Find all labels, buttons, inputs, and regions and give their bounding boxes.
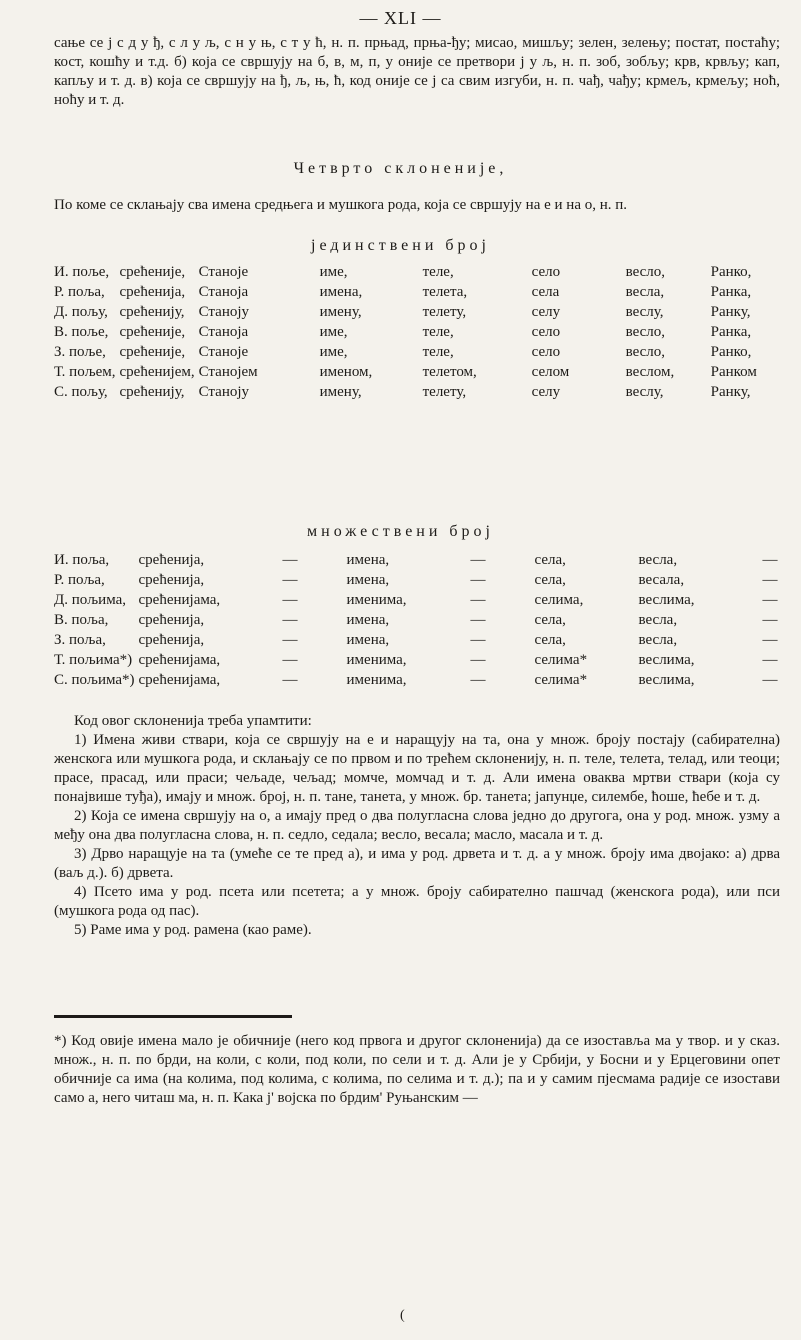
table-cell: срећенија,	[138, 632, 205, 648]
table-row	[54, 262, 795, 282]
plural-declension-table	[54, 550, 782, 690]
table-cell: С. пољима*)	[54, 672, 135, 688]
table-cell: Т. пољем,	[54, 364, 116, 380]
page-number: — XLI —	[359, 8, 442, 28]
table-cell: —	[762, 672, 778, 688]
table-cell: именима,	[346, 672, 407, 688]
table-cell: срећенијем,	[119, 364, 195, 380]
table-cell: именом,	[319, 364, 373, 380]
table-cell: —	[470, 552, 486, 568]
table-cell: —	[282, 632, 298, 648]
table-cell: весла,	[625, 284, 665, 300]
table-cell: —	[470, 672, 486, 688]
table-cell: села,	[534, 572, 566, 588]
note-1: 1) Имена живи ствари, која се свршују на е и наращују на та, она у множ. броју постају (сабирателна) женскога или мушкога рода, и склањају се по првом и по трећем склоненију, н. п. теле, телета, телад, или теоци; прасе, прасад, или праси; чељаде, чељад; момче, момчад и т. д. Али имена оваква мртви ствари (која су понајвише туђа), имају и множ. број, н. п. тане, танета, у множ. бр. танета; јапунџе, силембе, ћоше, ћебе и т. д.	[54, 732, 780, 805]
section-heading: Четврто склоненије,	[293, 160, 508, 177]
table-row	[54, 630, 782, 650]
table-cell: —	[470, 572, 486, 588]
table-cell: имена,	[346, 572, 390, 588]
note-2: 2) Која се имена свршују на о, а имају пред о два полугласна слова једно до другога, она у род. множ. узму а међу она два полугласна слова, н. п. седло, седала; весло, весала; масло, масала и т. д.	[54, 808, 780, 843]
table-cell: Ранку,	[710, 384, 751, 400]
table-cell: селом	[531, 364, 570, 380]
table-cell: —	[470, 612, 486, 628]
table-cell: веслом,	[625, 364, 675, 380]
table-cell: селу	[531, 304, 561, 320]
table-cell: селу	[531, 384, 561, 400]
section-description: По коме се склањају сва имена средњега и мушкога рода, која се свршују на е и на о, н. п.	[54, 197, 628, 213]
table-row	[54, 570, 782, 590]
table-cell: село	[531, 324, 561, 340]
footnote-divider	[54, 1015, 292, 1018]
table-cell: срећенија,	[138, 612, 205, 628]
singular-declension-table	[54, 262, 795, 402]
table-cell: веслу,	[625, 304, 664, 320]
table-cell: Станоју	[198, 304, 250, 320]
table-cell: —	[470, 592, 486, 608]
table-cell: Станоје	[198, 344, 249, 360]
table-cell: Р. поља,	[54, 572, 105, 588]
table-cell: Ранко,	[710, 264, 752, 280]
table-cell: телету,	[422, 304, 467, 320]
table-cell: —	[282, 572, 298, 588]
table-cell: телета,	[422, 284, 468, 300]
table-cell: телету,	[422, 384, 467, 400]
table-cell: Станоје	[198, 264, 249, 280]
table-cell: весло,	[625, 344, 666, 360]
table-cell: С. пољу,	[54, 384, 108, 400]
note-5: 5) Раме има у род. рамена (као раме).	[74, 922, 312, 938]
table-cell: имена,	[346, 552, 390, 568]
table-row	[54, 590, 782, 610]
footnote	[54, 1032, 780, 1108]
table-cell: срећеније,	[119, 344, 186, 360]
table-cell: Станојем	[198, 364, 258, 380]
table-cell: села,	[534, 552, 566, 568]
table-cell: —	[762, 572, 778, 588]
table-cell: име,	[319, 324, 348, 340]
table-cell: Ранка,	[710, 324, 752, 340]
table-cell: весла,	[638, 612, 678, 628]
table-cell: веслима,	[638, 672, 695, 688]
table-cell: имену,	[319, 384, 362, 400]
table-cell: —	[762, 612, 778, 628]
footnote-text: *) Код овије имена мало је обичније (него код првога и другог склоненија) да се изоставља ма у твор. и у сказ. множ., н. п. по брди, на коли, с коли, под коли, по сели и т. д. Али је у Србији, у Босни и у Ерцеговини опет обичније са има (на колима, под колима, с колима, по селима и т. д.); па и у самим пјесмама радије се изостави само а, него читаш ма, н. п. Кака ј' војска по брдим' Руњанским —	[54, 1033, 780, 1106]
table-cell: срећенија,	[138, 552, 205, 568]
table-cell: име,	[319, 264, 348, 280]
table-cell: —	[282, 652, 298, 668]
table-cell: Станоја	[198, 324, 249, 340]
table-cell: села,	[534, 612, 566, 628]
note-3: 3) Дрво наращује на та (умеће се те пред а), и има у род. дрвета и т. д. а у множ. броју има двојако: а) дрва (ваљ д.). б) дрвета.	[54, 846, 780, 881]
table-cell: весло,	[625, 264, 666, 280]
table-cell: срећенијама,	[138, 592, 221, 608]
table-row	[54, 322, 795, 342]
singular-heading: јединствени број	[311, 237, 490, 254]
table-cell: селима,	[534, 592, 584, 608]
notes-title: Код овог склоненија треба упамтити:	[74, 713, 312, 729]
table-cell: —	[470, 632, 486, 648]
table-cell: весло,	[625, 324, 666, 340]
table-cell: —	[762, 652, 778, 668]
table-cell: весла,	[638, 632, 678, 648]
table-cell: Д. пољу,	[54, 304, 108, 320]
notes-section	[54, 712, 780, 940]
table-cell: села,	[534, 632, 566, 648]
table-cell: Ранку,	[710, 304, 751, 320]
table-cell: именима,	[346, 652, 407, 668]
table-cell: имена,	[319, 284, 363, 300]
table-cell: срећенија,	[119, 284, 186, 300]
table-cell: весла,	[638, 552, 678, 568]
table-row	[54, 282, 795, 302]
table-row	[54, 382, 795, 402]
table-cell: срећенију,	[119, 304, 185, 320]
table-cell: веслима,	[638, 652, 695, 668]
table-cell: село	[531, 264, 561, 280]
table-cell: Ранко,	[710, 344, 752, 360]
note-4: 4) Псето има у род. псета или псетета; а у множ. броју сабирателно пашчад (женскога рода), или пси (мушкога рода од пас).	[54, 884, 780, 919]
table-cell: селима*	[534, 672, 588, 688]
table-cell: срећеније,	[119, 324, 186, 340]
table-cell: Р. поља,	[54, 284, 105, 300]
table-cell: телетом,	[422, 364, 477, 380]
table-row	[54, 550, 782, 570]
table-cell: срећеније,	[119, 264, 186, 280]
table-cell: Станоју	[198, 384, 250, 400]
table-cell: Ранка,	[710, 284, 752, 300]
table-cell: веслу,	[625, 384, 664, 400]
table-cell: срећенијама,	[138, 652, 221, 668]
table-cell: имену,	[319, 304, 362, 320]
table-cell: весала,	[638, 572, 685, 588]
corner-mark: (	[400, 1308, 405, 1323]
table-cell: селима*	[534, 652, 588, 668]
table-cell: Станоја	[198, 284, 249, 300]
table-cell: теле,	[422, 264, 454, 280]
table-cell: —	[282, 672, 298, 688]
table-row	[54, 342, 795, 362]
table-cell: Д. пољима,	[54, 592, 126, 608]
table-cell: теле,	[422, 344, 454, 360]
table-cell: Ранком	[710, 364, 757, 380]
table-cell: —	[470, 652, 486, 668]
table-cell: име,	[319, 344, 348, 360]
table-cell: И. поља,	[54, 552, 110, 568]
table-row	[54, 302, 795, 322]
table-cell: И. поље,	[54, 264, 110, 280]
table-row	[54, 670, 782, 690]
table-cell: срећенију,	[119, 384, 185, 400]
table-row	[54, 650, 782, 670]
table-cell: —	[282, 592, 298, 608]
intro-paragraph: сање се ј с д у ђ, с л у љ, с н у њ, с т у ћ, н. п. прњад, прња-ђу; мисао, мишљу; зелен, зелењу; постат, постаћу; кост, кошћу и т.д. б) која се свршују на б, в, м, п, у оније се претвори ј у љ, н. п. зоб, зобљу; крв, крвљу; кап, капљу и т. д. в) која се свршују на ђ, љ, њ, ћ, код оније се ј са свим изгуби, н. п. чађ, чађу; крмељ, крмељу; ноћ, ноћу и т. д.	[54, 35, 780, 108]
table-cell: имена,	[346, 632, 390, 648]
table-cell: именима,	[346, 592, 407, 608]
table-cell: —	[762, 592, 778, 608]
table-cell: село	[531, 344, 561, 360]
table-cell: —	[282, 552, 298, 568]
table-cell: теле,	[422, 324, 454, 340]
table-cell: В. поље,	[54, 324, 109, 340]
table-cell: срећенијама,	[138, 672, 221, 688]
table-cell: —	[282, 612, 298, 628]
table-row	[54, 610, 782, 630]
table-cell: —	[762, 632, 778, 648]
table-cell: срећенија,	[138, 572, 205, 588]
table-cell: села	[531, 284, 560, 300]
table-cell: З. поље,	[54, 344, 106, 360]
table-row	[54, 362, 795, 382]
table-cell: З. поља,	[54, 632, 106, 648]
table-cell: В. поља,	[54, 612, 109, 628]
plural-heading: множествени број	[307, 523, 494, 540]
table-cell: имена,	[346, 612, 390, 628]
table-cell: веслима,	[638, 592, 695, 608]
table-cell: —	[762, 552, 778, 568]
table-cell: Т. пољима*)	[54, 652, 133, 668]
